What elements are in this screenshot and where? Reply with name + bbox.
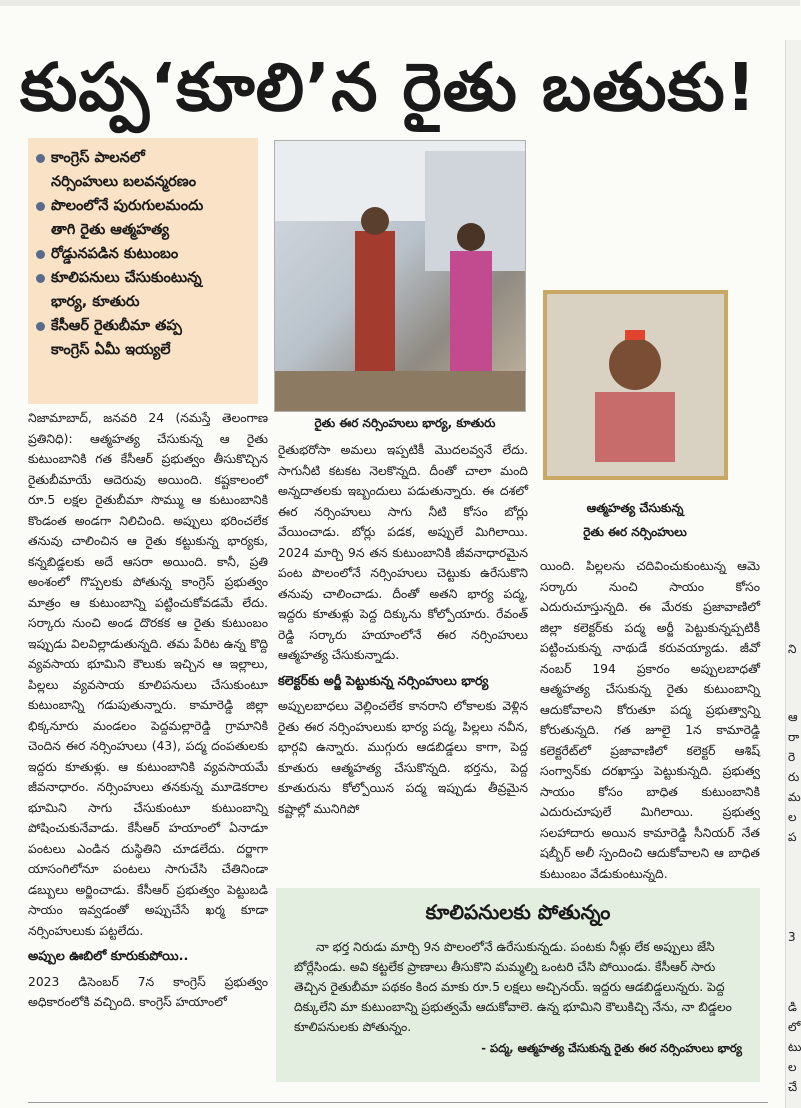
- bullet-item: కేసీఆర్‌ రైతుబీమా తప్ప కాంగ్రెస్‌ ఏమీ ఇయ్యలే: [36, 314, 252, 362]
- photo-caption-2: ఆత్మహత్య చేసుకున్న రైతు ఈర నర్సింహులు: [583, 501, 687, 539]
- bullet-item: పొలంలోనే పురుగులమందు తాగి రైతు ఆత్మహత్య: [36, 194, 252, 242]
- edge-fragment: రె: [788, 750, 796, 764]
- edge-fragment: చే: [788, 1080, 798, 1094]
- paragraph: రైతుభరోసా అమలు ఇప్పటికీ మొదలవ్వనే లేదు. సాగునీటి కటకట నెలకొన్నది. దీంతో చాలా మంది అన్నదాతలకు ఇబ్బందులు పడుతున్నారు. ఈ దశలో ఈర నర్సింహులు సాగు నీటి కోసం బోర్లు వేయించాడు. బోర్లు పడక, అప్పులే మిగిలాయి. 2024 మార్చి 9న తన కుటుంబానికి జీవనాధారమైన పంట పొలంలోనే నర్సింహులు చెట్టుకు ఉరేసుకొని తనువు చాలించాడు. దీంతో అతని భార్య పద్మ, ఇద్దరు కూతుళ్లు పెద్ద దిక్కును కోల్పోయారు. రేవంత్‌ రెడ్డి సర్కారు హయాంలోనే ఈర నర్సింహులు ఆత్మహత్య చేసుకున్నాడు.: [278, 443, 528, 662]
- edge-fragment: 3: [788, 930, 796, 944]
- quote-body: నా భర్త నిరుడు మార్చి 9న పొలంలోనే ఉరేసుకున్నడు. పంటకు నీళ్లు లేక అప్పులు జేసి బోర్లేసిండు. అవి కట్టలేక ప్రాణాలు తీసుకొని మమ్మల్ని ఒంటరి చేసి పోయిండు. కేసీఆర్‌ సారు తెచ్చిన రైతుబీమా పథకం కింద మాకు రూ.5 లక్షలు అచ్చినయ్‌. ఇద్దరు ఆడబిడ్డలున్నరు. పెద్ద దిక్కులేని మా కుటుంబాన్ని ప్రభుత్వమే ఆదుకోవాలె. ఉన్న భూమిని కౌలుకిచ్చి నేను, నా బిడ్డలం కూలిపనులకు పోతున్నం.: [294, 940, 732, 1034]
- paragraph: 2023 డిసెంబర్‌ 7న కాంగ్రెస్‌ ప్రభుత్వం అధికారంలోకి వచ్చింది. కాంగ్రెస్‌ హయాంలో: [28, 974, 268, 1009]
- bullet-item: కాంగ్రెస్‌ పాలనలో నర్సింహులు బలవన్మరణం: [36, 146, 252, 194]
- edge-fragment: టు: [788, 1040, 801, 1054]
- article-column-3: [540, 556, 760, 884]
- bullet-dot-icon: [36, 274, 45, 283]
- edge-fragment: ల: [788, 1060, 797, 1074]
- bullet-dot-icon: [36, 322, 45, 331]
- edge-fragment: మ: [788, 790, 801, 804]
- edge-fragment: లో: [788, 1020, 801, 1034]
- bullet-item: కూలిపనులు చేసుకుంటున్న భార్య, కూతురు: [36, 266, 252, 314]
- bullet-dot-icon: [36, 154, 45, 163]
- subheading: కలెక్టర్‌కు అర్జీ పెట్టుకున్న నర్సింహులు భార్య: [278, 673, 489, 689]
- quote-title: కూలిపనులకు పోతున్నం: [425, 900, 611, 924]
- bullet-dot-icon: [36, 202, 45, 211]
- edge-fragment: రా: [788, 730, 800, 744]
- edge-fragment: ఆ: [788, 710, 798, 724]
- highlights-box: [28, 138, 258, 404]
- photo-farmer-portrait: [543, 290, 728, 480]
- paragraph: అప్పులబాధలు వెల్లించలేక కానరాని లోకాలకు వెళ్లిన రైతు ఈర నర్సింహులుకు భార్య పద్మ, పిల్లలు నవీన, భార్గవి ఉన్నారు. ముగ్గురు ఆడబిడ్డలు కాగా, పెద్ద కూతురు ఆత్మహత్య చేసుకొన్నది. భర్తను, పెద్ద కూతురును కోల్పోయిన పద్మ ఇప్పుడు తీవ్రమైన కష్టాల్లో మునిగిపో: [278, 699, 528, 816]
- bottom-rule: [28, 1102, 768, 1103]
- article-column-2: [278, 440, 528, 819]
- top-rule: [0, 0, 800, 6]
- paragraph: యింది. పిల్లలను చదివించుకుంటున్న ఆమె సర్కారు నుంచి సాయం కోసం ఎదురుచూస్తున్నది. ఈ మేరకు ప్రజావాణిలో జిల్లా కలెక్టర్‌కు పద్మ అర్జీ పెట్టుకున్నప్పటికీ పట్టించుకున్న నాథుడే కరువయ్యాడు. జీవో నంబర్‌ 194 ప్రకారం అప్పులబాధతో ఆత్మహత్య చేసుకున్న రైతు కుటుంబాన్ని ఆదుకోవాలని కోరుతూ పద్మ ప్రభుత్వాన్ని కోరుతున్నది. గత జూలై 1న కామారెడ్డి కలెక్టరేట్‌లో ప్రజావాణిలో కలెక్టర్‌ ఆశిష్‌ సంగ్వాన్‌కు దరఖాస్తు పెట్టుకున్నది. ప్రభుత్వ సాయం కోసం బాధిత కుటుంబానికి ఎదురుచూపులే మిగిలాయి. ప్రభుత్వ సలహాదారు అయిన కామారెడ్డి సీనియర్‌ నేత షబ్బీర్‌ అలీ స్పందించి ఆదుకోవాలని ఆ బాధిత కుటుంబం వేడుకుంటున్నది.: [540, 559, 760, 881]
- quote-box: [276, 888, 760, 1082]
- headline: కుప్ప‘కూలి’న రైతు బతుకు!: [20, 49, 757, 126]
- adjacent-column-edge: [785, 40, 801, 1108]
- quote-attribution: - పద్మ, ఆత్మహత్య చేసుకున్న రైతు ఈర నర్సింహులు భార్య: [481, 1041, 742, 1055]
- paragraph: నిజామాబాద్‌, జనవరి 24 (నమస్తే తెలంగాణ ప్రతినిధి): ఆత్మహత్య చేసుకున్న ఆ రైతు కుటుంబానికి గత కేసీఆర్‌ ప్రభుత్వం తీసుకొచ్చిన రైతుబీమాయే ఆదెరువు అయింది. కష్టకాలంలో రూ.5 లక్షల రైతుబీమా సొమ్ము ఆ కుటుంబానికి కొండంత అండగా నిలిచింది. అప్పులు భరించలేక తనువు చాలించిన ఆ రైతు కట్టుకున్న భార్యకు, కన్నబిడ్డలకు అదే ఆసరా అయింది. కానీ, ప్రతి అంశంలో గొప్పలకు పోతున్న కాంగ్రెస్‌ ప్రభుత్వం మాత్రం ఆ కుటుంబాన్ని పట్టించుకోవడమే లేదు. సర్కారు నుంచి అండ దొరకక ఆ రైతు కుటుంబం ఇప్పుడు విలవిల్లాడుతున్నది. తమ పేరిట ఉన్న కొద్ది వ్యవసాయ భూమిని కౌలుకు ఇచ్చిన ఆ ఇల్లాలు, పిల్లలు వ్యవసాయ కూలిపనులు చేసుకుంటూ కుటుంబాన్ని గడుపుతున్నారు. కామారెడ్డి జిల్లా భిక్కనూరు మండలం పెద్దమల్లారెడ్డి గ్రామానికి చెందిన ఈర నర్సింహులు (43), పద్మ దంపతులకు ఇద్దరు కూతుళ్లు. ఆ కుటుంబానికి వ్యవసాయమే జీవనాధారం. నర్సింహులు తనకున్న మూడెకరాల భూమిని సాగు చేసుకుంటూ కుటుంబాన్ని పోషించుకునేవాడు. కేసీఆర్‌ హయాంలో ఏనాడూ పంటలు ఎండిన దుస్థితిని చూడలేదు. దర్జాగా యాసంగిలోనూ పంటలు సాగుచేసి చేతినిండా డబ్బులు అర్జించాడు. కేసీఆర్‌ ప్రభుత్వం పెట్టుబడి సాయం ఇవ్వడంతో అప్పుచేసే ఖర్మ కూడా నర్సింహులుకు పట్టలేదు.: [28, 411, 268, 938]
- bullet-item: రోడ్డునపడిన కుటుంబం: [36, 242, 252, 266]
- edge-fragment: ప: [788, 830, 797, 844]
- edge-fragment: డి: [788, 1000, 797, 1014]
- edge-fragment: ని: [788, 642, 797, 656]
- edge-fragment: రు: [788, 770, 800, 784]
- photo-caption-1: రైతు ఈర నర్సింహులు భార్య, కూతురు: [314, 416, 496, 430]
- photo-wife-daughter: [274, 140, 526, 412]
- portrait-placeholder-illustration: [547, 294, 724, 476]
- edge-fragment: ల: [788, 810, 797, 824]
- bullet-dot-icon: [36, 250, 45, 259]
- article-column-1: [28, 408, 268, 1013]
- photo-placeholder-illustration: [275, 141, 525, 411]
- subheading: అప్పుల ఊబిలో కూరుకుపోయి..: [28, 949, 189, 964]
